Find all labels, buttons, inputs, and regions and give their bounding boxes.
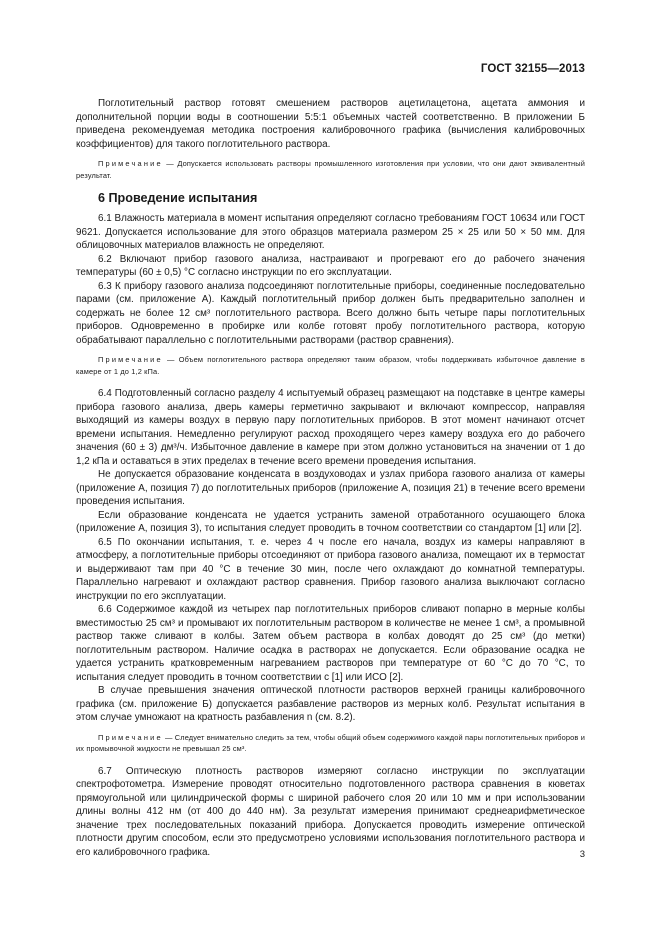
paragraph-6-2: 6.2 Включают прибор газового анализа, настраивают и прогревают его до рабочего значения температуры (60 ± 0,5) °С согласно инструкции по его эксплуатации. [76,253,585,278]
paragraph-6-1: 6.1 Влажность материала в момент испытания определяют согласно требованиям ГОСТ 10634 или ГОСТ 9621. Допускается использование для этого образцов материала размером 25 × 25 или 50 × 50 мм. Для облицовочных материалов влажность не определяют. [76,213,585,251]
note-3-text: — Следует внимательно следить за тем, чтобы общий объем содержимого каждой пары поглотительных приборов и их промывочной жидкости не превышал 25 см³. [76,732,585,753]
note-1-label: Примечание [98,159,163,168]
paragraph-6-4-standard: Если образование конденсата не удается устранить заменой отработанного осушающего блока (приложение А, позиция 3), то испытания следует проводить в точном соответствии со стандартом [1] или [2]. [76,509,585,534]
standard-header: ГОСТ 32155—2013 [480,63,585,75]
paragraph-6-6: 6.6 Содержимое каждой из четырех пар поглотительных приборов сливают попарно в мерные колбы вместимостью 25 см³ и промывают их поглотительным раствором в количестве не менее 1 см³, а промывной раствор также сливают в колбы. Затем объем раствора в колбах доводят до 25 см³ (до метки) поглотительным раствором. Наличие осадка в растворах не допускается. Если образование осадка не удается устранить кратковременным нагреванием растворов при температуре от 60 °С до 70 °С, то испытания следует проводить в точном соответствии с [1] или ИСО [2]. [76,604,585,683]
paragraph-6-6-dilution: В случае превышения значения оптической плотности растворов верхней границы калибровочного графика (см. приложение Б) допускается разбавление растворов из мерных колб. Результат испытания в этом случае умножают на кратность разбавления n (см. 8.2). [76,685,585,723]
paragraph-6-7: 6.7 Оптическую плотность растворов измеряют согласно инструкции по эксплуатации спектрофотометра. Измерение проводят относительно подготовленного раствора сравнения в кюветах прямоугольной или цилиндрической формы с шириной рабочего слоя 20 или 10 мм и при использовании длины волны 412 нм (от 400 до 440 нм). За результат измерения принимают среднеарифметическое значение трех последовательных показаний прибора. Допускается проводить измерение оптической плотности другим способом, если это предусмотрено условиями использования поглотительного раствора и его калибровочного графика. [76,765,585,858]
note-3 [76,732,585,755]
note-1 [76,158,585,181]
note-1-text: — Допускается использовать растворы промышленного изготовления при условии, что они дают эквивалентный результат. [76,159,585,180]
section-title: 6 Проведение испытания [98,191,258,205]
paragraph-6-4: 6.4 Подготовленный согласно разделу 4 испытуемый образец размещают на подставке в центре камеры прибора газового анализа, дверь камеры герметично закрывают и включают компрессор, направляя выходящий из камеры воздух в первую пару поглотительных приборов. В этот момент начинают отсчет времени испытания. Немедленно регулируют расход проходящего через камеру воздуха его до рабочего значения (60 ± 3) дм³/ч. Избыточное давление в камере при этом должно установиться на значении от 1 до 1,2 кПа и оставаться в этих пределах в течение всего времени проведения испытания. [76,388,585,467]
note-3-label: Примечание [98,732,163,742]
paragraph-6-5: 6.5 По окончании испытания, т. е. через 4 ч после его начала, воздух из камеры направляют в атмосферу, а поглотительные приборы отсоединяют от прибора газового анализа, помещают их в термостат и выдерживают там при 40 °С в течение 30 мин, после чего охлаждают до комнатной температуры. Параллельно нагревают и охлаждают раствор сравнения. Прибор газового анализа выключают согласно инструкции по его эксплуатации. [76,536,585,602]
note-2-label: Примечание [98,355,163,364]
intro-paragraph: Поглотительный раствор готовят смешением растворов ацетилацетона, ацетата аммония и дополнительной порции воды в соотношении 5:5:1 объемных частей соответственно. В приложении Б приведена рекомендуемая методика построения калибровочного графика (вычисления калибровочных коэффициентов) для такого поглотительного раствора. [76,98,585,150]
page-content [76,97,585,859]
note-2-text: — Объем поглотительного раствора определяют таким образом, чтобы поддерживать избыточное давление в камере от 1 до 1,2 кПа. [76,355,585,376]
paragraph-6-3: 6.3 К прибору газового анализа подсоединяют поглотительные приборы, соединенные последовательно парами (см. приложение А). Каждый поглотительный прибор должен быть предварительно заполнен и содержать не более 12 см³ поглотительного раствора. Всего должно быть четыре пары поглотительных приборов. Одновременно в пробирке или колбе готовят пробу поглотительного раствора, которую обрабатывают параллельно с поглотительными растворами (раствор сравнения). [76,280,585,346]
paragraph-6-4-condensate: Не допускается образование конденсата в воздуховодах и узлах прибора газового анализа от камеры (приложение А, позиция 7) до поглотительных приборов (приложение А, позиция 21) в течение всего времени проведения испытания. [76,469,585,507]
note-2 [76,354,585,377]
page-number: 3 [579,849,585,860]
